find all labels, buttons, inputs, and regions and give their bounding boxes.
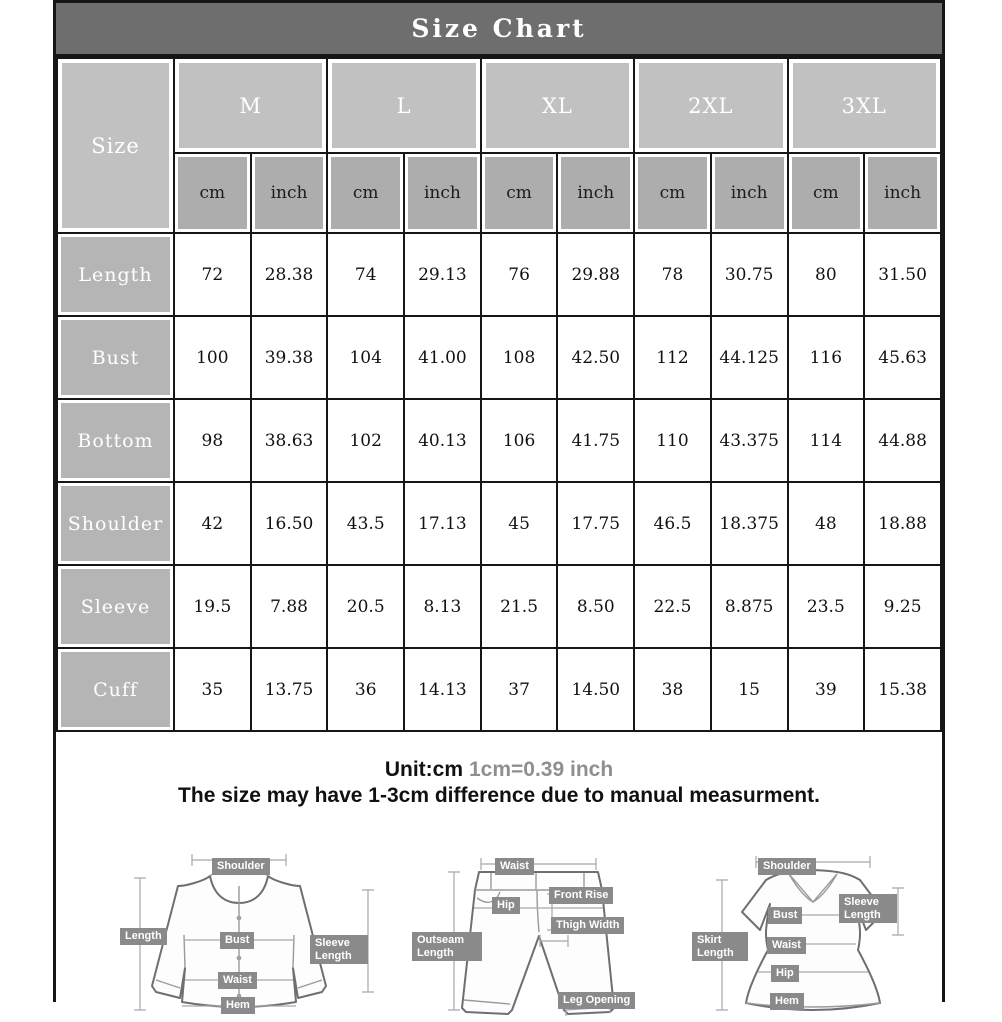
value-cell: 20.5: [327, 565, 404, 648]
value-cell: 37: [481, 648, 558, 731]
value-cell: 112: [634, 316, 711, 399]
value-cell: 72: [174, 233, 251, 316]
value-cell: 48: [788, 482, 865, 565]
value-cell: 44.125: [711, 316, 788, 399]
pants-hip-label: Hip: [492, 897, 520, 914]
value-cell: 7.88: [251, 565, 328, 648]
unit-inch-header: inch: [557, 153, 634, 233]
unit-cm-header: cm: [788, 153, 865, 233]
row-label-shoulder: Shoulder: [57, 482, 174, 565]
top-hip-label: Hip: [771, 965, 799, 982]
unit-header-row: [57, 153, 941, 233]
size-chart-sheet: [53, 0, 945, 1011]
value-cell: 8.50: [557, 565, 634, 648]
size-table: [56, 57, 942, 732]
value-cell: 31.50: [864, 233, 941, 316]
value-cell: 29.88: [557, 233, 634, 316]
unit-cm-header: cm: [327, 153, 404, 233]
size-col-l: L: [327, 58, 480, 153]
value-cell: 100: [174, 316, 251, 399]
value-cell: 8.13: [404, 565, 481, 648]
value-cell: 40.13: [404, 399, 481, 482]
unit-inch-header: inch: [711, 153, 788, 233]
shirt-length-label: Length: [120, 928, 167, 945]
value-cell: 30.75: [711, 233, 788, 316]
table-row: [57, 399, 941, 482]
unit-note-line: [56, 758, 942, 782]
value-cell: 76: [481, 233, 558, 316]
size-header-cell: Size: [57, 58, 174, 233]
top-diagram: [686, 840, 941, 1022]
shirt-hem-label: Hem: [221, 997, 255, 1014]
value-cell: 104: [327, 316, 404, 399]
value-cell: 41.75: [557, 399, 634, 482]
pants-diagram: [406, 840, 671, 1022]
value-cell: 106: [481, 399, 558, 482]
value-cell: 13.75: [251, 648, 328, 731]
value-cell: 18.375: [711, 482, 788, 565]
top-hem-label: Hem: [770, 993, 804, 1010]
pants-front-rise-label: Front Rise: [549, 887, 613, 904]
top-shoulder-label: Shoulder: [758, 858, 816, 875]
notes-section: [56, 732, 942, 840]
pants-thigh-width-label: Thigh Width: [551, 917, 624, 934]
unit-cm-header: cm: [481, 153, 558, 233]
top-sleeve-length-label: Sleeve Length: [839, 894, 897, 923]
unit-cm-header: cm: [174, 153, 251, 233]
top-bust-label: Bust: [768, 907, 802, 924]
shirt-sleeve-length-label: Sleeve Length: [310, 935, 368, 964]
value-cell: 15.38: [864, 648, 941, 731]
value-cell: 17.13: [404, 482, 481, 565]
row-label-sleeve: Sleeve: [57, 565, 174, 648]
size-col-xl: XL: [481, 58, 634, 153]
pants-outseam-length-label: Outseam Length: [412, 932, 482, 961]
value-cell: 98: [174, 399, 251, 482]
pants-waist-label: Waist: [495, 858, 534, 875]
value-cell: 22.5: [634, 565, 711, 648]
value-cell: 9.25: [864, 565, 941, 648]
value-cell: 45: [481, 482, 558, 565]
value-cell: 19.5: [174, 565, 251, 648]
row-label-length: Length: [57, 233, 174, 316]
value-cell: 114: [788, 399, 865, 482]
value-cell: 16.50: [251, 482, 328, 565]
unit-cm-header: cm: [634, 153, 711, 233]
value-cell: 110: [634, 399, 711, 482]
size-col-3xl: 3XL: [788, 58, 942, 153]
unit-note: Unit:cm: [384, 758, 463, 781]
value-cell: 78: [634, 233, 711, 316]
row-label-bust: Bust: [57, 316, 174, 399]
size-col-m: M: [174, 58, 327, 153]
value-cell: 44.88: [864, 399, 941, 482]
conversion-note: 1cm=0.39 inch: [469, 758, 614, 781]
value-cell: 15: [711, 648, 788, 731]
pants-leg-opening-label: Leg Opening: [558, 992, 635, 1009]
value-cell: 38.63: [251, 399, 328, 482]
value-cell: 14.50: [557, 648, 634, 731]
table-row: [57, 482, 941, 565]
value-cell: 43.5: [327, 482, 404, 565]
value-cell: 41.00: [404, 316, 481, 399]
measurement-diagrams: [56, 840, 942, 1022]
value-cell: 14.13: [404, 648, 481, 731]
value-cell: 102: [327, 399, 404, 482]
value-cell: 21.5: [481, 565, 558, 648]
top-skirt-length-label: Skirt Length: [692, 932, 748, 961]
disclaimer-note: The size may have 1-3cm difference due to manual measurment.: [178, 784, 820, 807]
value-cell: 80: [788, 233, 865, 316]
top-waist-label: Waist: [767, 937, 806, 954]
value-cell: 8.875: [711, 565, 788, 648]
shirt-waist-label: Waist: [218, 972, 257, 989]
shirt-shoulder-label: Shoulder: [212, 858, 270, 875]
unit-inch-header: inch: [251, 153, 328, 233]
size-col-2xl: 2XL: [634, 58, 787, 153]
value-cell: 45.63: [864, 316, 941, 399]
value-cell: 18.88: [864, 482, 941, 565]
table-row: [57, 316, 941, 399]
value-cell: 23.5: [788, 565, 865, 648]
value-cell: 39: [788, 648, 865, 731]
shirt-bust-label: Bust: [220, 932, 254, 949]
table-row: [57, 648, 941, 731]
page-title: Size Chart: [411, 14, 587, 43]
row-label-cuff: Cuff: [57, 648, 174, 731]
value-cell: 46.5: [634, 482, 711, 565]
chart-title-bar: [56, 0, 942, 57]
value-cell: 42.50: [557, 316, 634, 399]
value-cell: 108: [481, 316, 558, 399]
value-cell: 36: [327, 648, 404, 731]
value-cell: 39.38: [251, 316, 328, 399]
table-row: [57, 233, 941, 316]
table-row: [57, 565, 941, 648]
value-cell: 116: [788, 316, 865, 399]
value-cell: 38: [634, 648, 711, 731]
value-cell: 35: [174, 648, 251, 731]
value-cell: 42: [174, 482, 251, 565]
shirt-diagram: [114, 840, 414, 1022]
unit-inch-header: inch: [864, 153, 941, 233]
row-label-bottom: Bottom: [57, 399, 174, 482]
value-cell: 17.75: [557, 482, 634, 565]
size-group-header-row: [57, 58, 941, 153]
value-cell: 29.13: [404, 233, 481, 316]
value-cell: 43.375: [711, 399, 788, 482]
value-cell: 74: [327, 233, 404, 316]
unit-inch-header: inch: [404, 153, 481, 233]
value-cell: 28.38: [251, 233, 328, 316]
